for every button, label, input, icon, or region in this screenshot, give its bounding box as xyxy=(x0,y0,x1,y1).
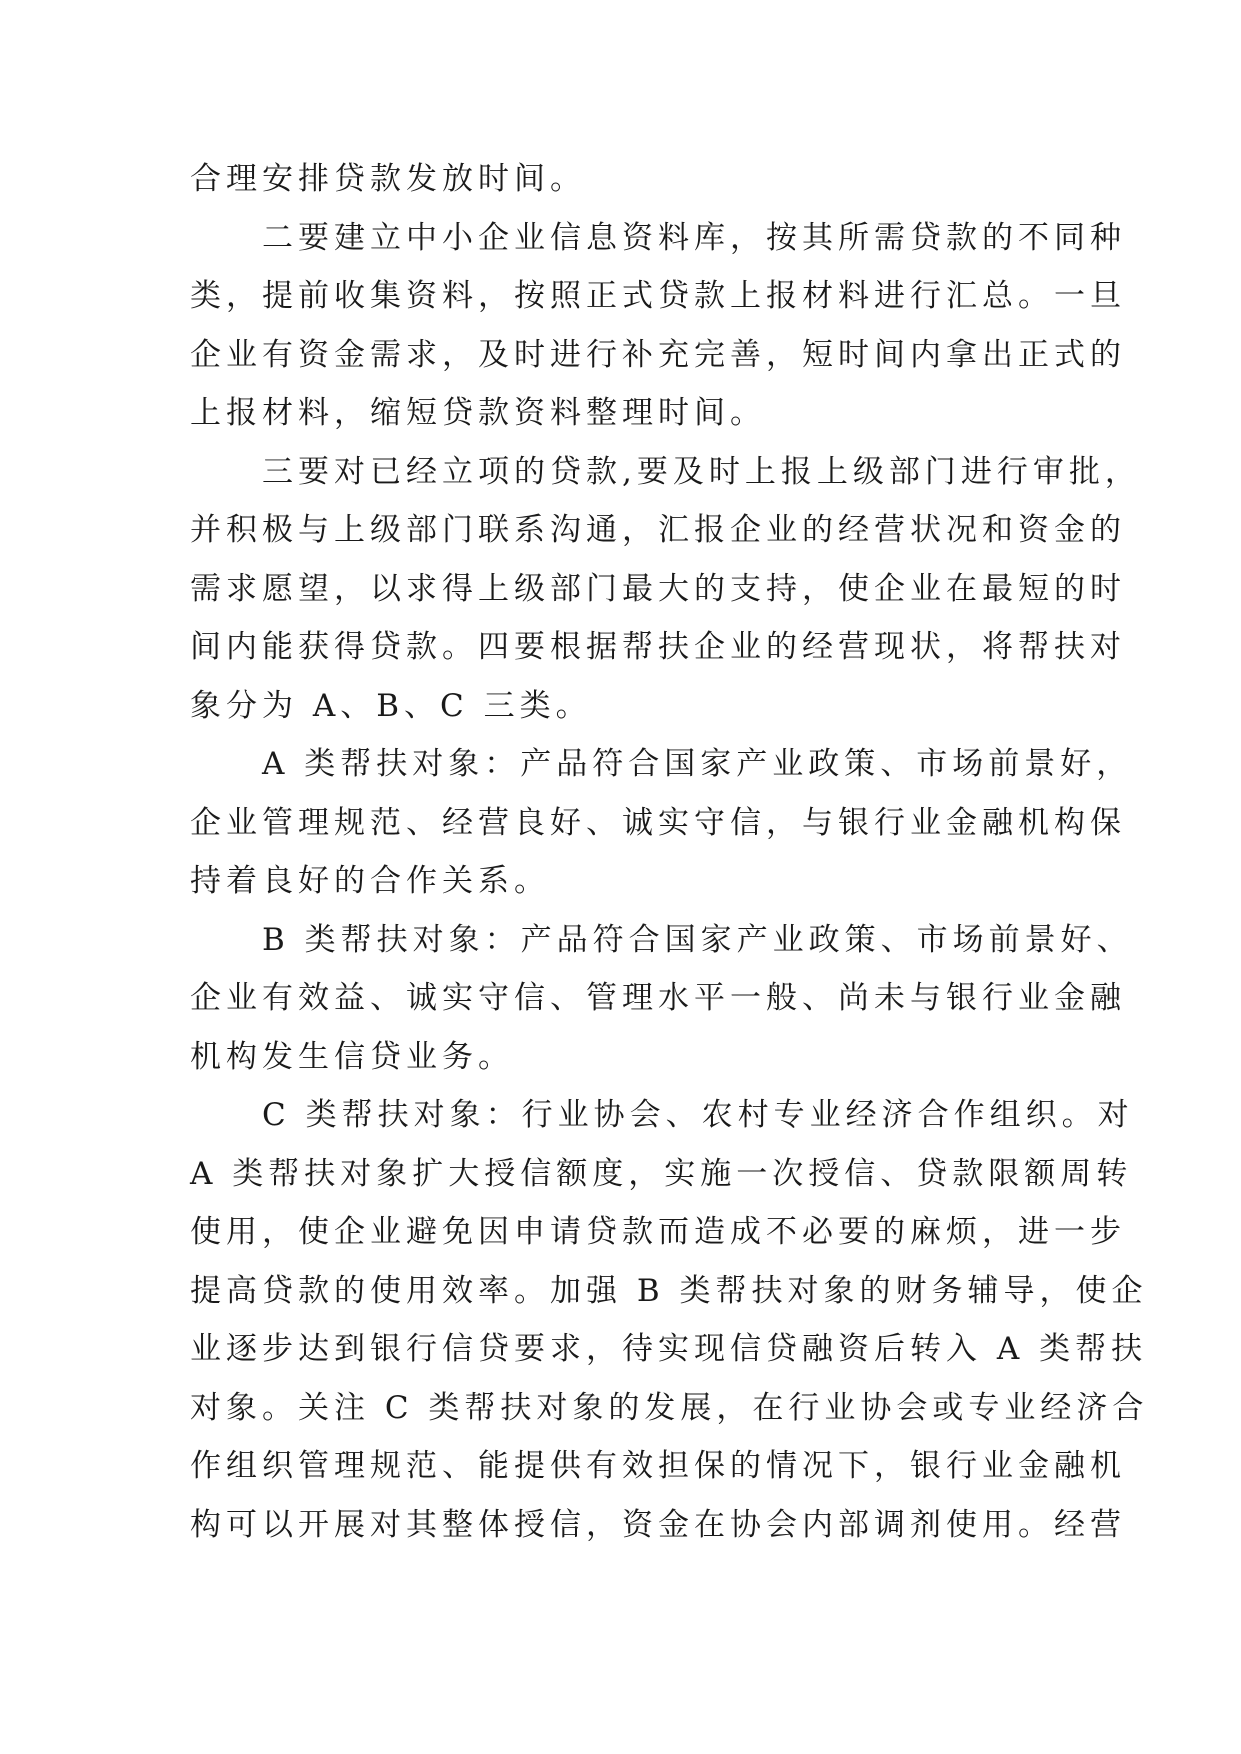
text-line: 需求愿望，以求得上级部门最大的支持，使企业在最短的时 xyxy=(190,570,1126,607)
text-line: A 类帮扶对象扩大授信额度，实施一次授信、贷款限额周转 xyxy=(190,1155,1133,1192)
text-line: 提高贷款的使用效率。加强 B 类帮扶对象的财务辅导，使企 xyxy=(190,1272,1148,1309)
text-line: 上报材料，缩短贷款资料整理时间。 xyxy=(190,395,766,431)
text-line: 对象。关注 C 类帮扶对象的发展，在行业协会或专业经济合 xyxy=(190,1389,1149,1426)
text-line: 间内能获得贷款。四要根据帮扶企业的经营现状，将帮扶对 xyxy=(190,629,1126,665)
text-line: 构可以开展对其整体授信，资金在协会内部调剂使用。经营 xyxy=(190,1506,1126,1543)
text-line: 使用，使企业避免因申请贷款而造成不必要的麻烦，进一步 xyxy=(190,1214,1126,1250)
text-line: 二要建立中小企业信息资料库，按其所需贷款的不同种 xyxy=(190,219,1126,256)
text-line: 并积极与上级部门联系沟通，汇报企业的经营状况和资金的 xyxy=(190,512,1126,548)
text-line: 企业管理规范、经营良好、诚实守信，与银行业金融机构保 xyxy=(190,804,1126,841)
text-line: 机构发生信贷业务。 xyxy=(190,1038,514,1075)
text-line: C 类帮扶对象：行业协会、农村专业经济合作组织。对 xyxy=(190,1097,1134,1133)
text-line: 三要对已经立项的贷款,要及时上报上级部门进行审批， xyxy=(190,453,1141,490)
text-line: 业逐步达到银行信贷要求，待实现信贷融资后转入 A 类帮扶 xyxy=(190,1331,1148,1367)
text-line: 作组织管理规范、能提供有效担保的情况下，银行业金融机 xyxy=(190,1448,1126,1484)
text-line: 类，提前收集资料，按照正式贷款上报材料进行汇总。一旦 xyxy=(190,278,1126,314)
text-line: 企业有效益、诚实守信、管理水平一般、尚未与银行业金融 xyxy=(190,980,1126,1016)
document-body xyxy=(190,150,1149,1554)
text-line: 持着良好的合作关系。 xyxy=(190,863,550,899)
text-line: 象分为 A、B、C 三类。 xyxy=(190,687,592,724)
text-line: 合理安排贷款发放时间。 xyxy=(190,161,586,197)
text-line: B 类帮扶对象：产品符合国家产业政策、市场前景好、 xyxy=(190,921,1133,958)
text-line: 企业有资金需求，及时进行补充完善，短时间内拿出正式的 xyxy=(190,336,1126,373)
text-line: A 类帮扶对象：产品符合国家产业政策、市场前景好， xyxy=(190,746,1133,782)
